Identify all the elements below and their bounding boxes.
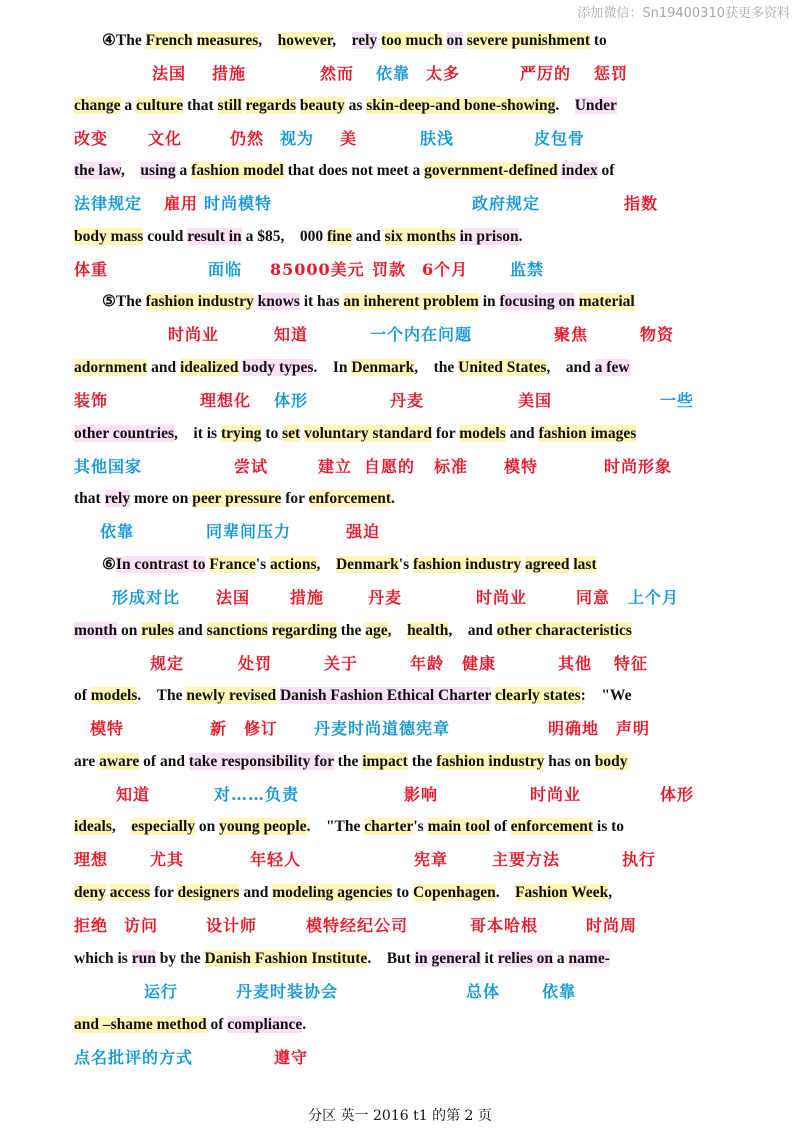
- plain-text: for: [431, 425, 460, 442]
- highlighted-phrase: United States: [458, 359, 547, 376]
- chinese-annotation-line: [74, 650, 724, 678]
- chinese-annotation: 视为: [280, 129, 315, 148]
- chinese-annotation-line: [74, 781, 724, 809]
- chinese-annotation: 皮包骨: [534, 129, 586, 148]
- highlighted-phrase: other countries: [74, 425, 175, 442]
- plain-text: and: [239, 884, 273, 901]
- highlighted-phrase: material: [578, 293, 635, 310]
- highlighted-phrase: compliance: [227, 1016, 303, 1033]
- highlighted-phrase: on: [446, 32, 463, 49]
- english-line: [74, 353, 630, 383]
- highlighted-phrase: an inherent problem: [343, 293, 479, 310]
- plain-text: is to: [593, 818, 625, 835]
- highlighted-phrase: trying: [220, 425, 262, 442]
- chinese-annotation: 同辈间压力: [206, 522, 292, 541]
- plain-text: 's: [413, 818, 428, 835]
- chinese-annotation: 政府规定: [472, 194, 541, 213]
- chinese-annotation: 时尚业: [530, 785, 582, 804]
- chinese-annotation: 标准: [434, 457, 469, 476]
- plain-text: a: [120, 97, 136, 114]
- chinese-annotation: 形成对比: [112, 588, 181, 607]
- chinese-annotation-line: [74, 518, 724, 546]
- chinese-annotation: 聚焦: [554, 325, 589, 344]
- plain-text: of: [490, 818, 511, 835]
- chinese-annotation: 年龄: [410, 654, 445, 673]
- english-line: [102, 287, 635, 317]
- highlighted-phrase: In contrast to: [115, 556, 206, 573]
- highlighted-phrase: and –shame method: [74, 1016, 207, 1033]
- chinese-annotation: 影响: [404, 785, 439, 804]
- chinese-annotation: 罚款: [372, 260, 407, 279]
- chinese-annotation: 执行: [622, 850, 657, 869]
- watermark: 添加微信：Sn19400310获更多资料: [577, 6, 790, 21]
- highlighted-phrase: last: [573, 556, 597, 573]
- highlighted-phrase: measures: [196, 32, 259, 49]
- english-line: [102, 26, 607, 56]
- chinese-annotation: 丹麦: [368, 588, 403, 607]
- chinese-annotation: 模特经纪公司: [306, 916, 409, 935]
- plain-text: , it is: [174, 425, 221, 442]
- chinese-annotation: 访问: [124, 916, 159, 935]
- english-line: [74, 222, 523, 252]
- chinese-annotation: 模特: [90, 719, 125, 738]
- plain-text: and: [147, 359, 180, 376]
- chinese-annotation: 宪章: [414, 850, 449, 869]
- plain-text: and: [351, 228, 385, 245]
- highlighted-phrase: rely: [104, 490, 131, 507]
- chinese-annotation: 对……负责: [214, 785, 300, 804]
- highlighted-phrase: the law: [74, 162, 121, 179]
- plain-text: to: [261, 425, 283, 442]
- highlighted-phrase: actions: [270, 556, 317, 573]
- chinese-annotation-line: [74, 715, 724, 743]
- highlighted-phrase: fashion industry: [436, 753, 545, 770]
- english-line: [74, 944, 610, 974]
- english-line: [102, 550, 597, 580]
- plain-text: a: [553, 950, 569, 967]
- highlighted-phrase: adornment: [74, 359, 148, 376]
- chinese-annotation: 法律规定: [74, 194, 143, 213]
- plain-text: on: [195, 818, 220, 835]
- chinese-annotation: 丹麦时尚道德宪章: [314, 719, 451, 738]
- highlighted-phrase: health: [407, 622, 449, 639]
- plain-text: of: [206, 1016, 228, 1033]
- plain-text: of: [74, 687, 91, 704]
- highlighted-phrase: ideals: [74, 818, 112, 835]
- highlighted-phrase: run: [131, 950, 156, 967]
- plain-text: ,: [258, 32, 278, 49]
- chinese-annotation: 严厉的: [520, 64, 572, 83]
- chinese-annotation: 理想: [74, 850, 109, 869]
- chinese-annotation: 模特: [504, 457, 539, 476]
- plain-text: which is: [74, 950, 132, 967]
- highlighted-phrase: in prison: [459, 228, 519, 245]
- chinese-annotation: 文化: [148, 129, 183, 148]
- plain-text: ,: [120, 162, 141, 179]
- chinese-annotation-line: [74, 978, 724, 1006]
- highlighted-phrase: focusing on: [499, 293, 575, 310]
- chinese-annotation: 美国: [518, 391, 553, 410]
- highlighted-phrase: six months: [384, 228, 456, 245]
- chinese-annotation: 6个月: [422, 260, 469, 279]
- chinese-annotation: 关于: [324, 654, 359, 673]
- chinese-annotation: 时尚形象: [604, 457, 673, 476]
- highlighted-phrase: relies on: [497, 950, 554, 967]
- plain-text: [242, 97, 246, 114]
- highlighted-phrase: impact: [362, 753, 408, 770]
- highlighted-phrase: models: [90, 687, 138, 704]
- english-line: [74, 878, 612, 908]
- chinese-annotation: 雇用: [164, 194, 199, 213]
- plain-text: the: [333, 753, 363, 770]
- highlighted-phrase: charter: [364, 818, 414, 835]
- plain-text: the: [336, 622, 366, 639]
- chinese-annotation: 理想化: [200, 391, 252, 410]
- highlighted-phrase: Danish Fashion Ethical Charter: [279, 687, 492, 704]
- chinese-annotation: 体形: [660, 785, 695, 804]
- chinese-annotation: 改变: [74, 129, 109, 148]
- highlighted-phrase: French: [145, 32, 193, 49]
- chinese-annotation: 肤浅: [420, 129, 455, 148]
- highlighted-phrase: fashion images: [538, 425, 637, 442]
- chinese-annotation-line: [74, 190, 724, 218]
- plain-text: that does not meet a: [283, 162, 425, 179]
- plain-text: .: [391, 490, 395, 507]
- chinese-annotation: 依靠: [542, 982, 577, 1001]
- chinese-annotation: 时尚周: [586, 916, 638, 935]
- highlighted-phrase: knows: [257, 293, 300, 310]
- highlighted-phrase: month: [74, 622, 118, 639]
- plain-text: .: [495, 884, 516, 901]
- page-footer: 分区 英一 2016 t1 的第 2 页: [308, 1108, 492, 1124]
- highlighted-phrase: fashion industry: [413, 556, 522, 573]
- chinese-annotation: 声明: [616, 719, 651, 738]
- chinese-annotation-line: [74, 912, 724, 940]
- highlighted-phrase: set: [282, 425, 301, 442]
- plain-text: .: [555, 97, 575, 114]
- highlighted-phrase: modeling agencies: [272, 884, 393, 901]
- plain-text: ,: [387, 622, 408, 639]
- plain-text: [193, 32, 197, 49]
- chinese-annotation-line: [74, 387, 724, 415]
- chinese-annotation: 知道: [274, 325, 309, 344]
- highlighted-phrase: Denmark: [351, 359, 415, 376]
- plain-text: .: [518, 228, 523, 245]
- chinese-annotation: 措施: [212, 64, 247, 83]
- chinese-annotation: 知道: [116, 785, 151, 804]
- highlighted-phrase: young people: [219, 818, 307, 835]
- plain-text: . "The: [306, 818, 365, 835]
- plain-text: ,: [111, 818, 132, 835]
- chinese-annotation: 太多: [426, 64, 461, 83]
- highlighted-phrase: enforcement: [308, 490, 391, 507]
- plain-text: are: [74, 753, 100, 770]
- chinese-annotation: 其他: [558, 654, 593, 673]
- plain-text: to: [392, 884, 414, 901]
- english-line: [74, 681, 631, 711]
- highlighted-phrase: culture: [136, 97, 184, 114]
- plain-text: , and: [546, 359, 595, 376]
- english-line: [74, 91, 617, 121]
- chinese-annotation: 依靠: [100, 522, 135, 541]
- english-line: [74, 156, 614, 186]
- highlighted-phrase: regarding: [271, 622, 337, 639]
- plain-text: in: [478, 293, 500, 310]
- plain-text: to: [590, 32, 607, 49]
- highlighted-phrase: newly revised: [186, 687, 277, 704]
- plain-text: .: [302, 1016, 307, 1033]
- chinese-annotation: 装饰: [74, 391, 109, 410]
- plain-text: ⑥: [102, 556, 116, 573]
- english-line: [74, 747, 628, 777]
- plain-text: for: [281, 490, 309, 507]
- highlighted-phrase: Fashion Week: [515, 884, 609, 901]
- chinese-annotation: 丹麦: [390, 391, 425, 410]
- highlighted-phrase: rules: [141, 622, 174, 639]
- chinese-annotation: 面临: [208, 260, 243, 279]
- chinese-annotation-line: [74, 321, 724, 349]
- chinese-annotation-line: [74, 584, 724, 612]
- chinese-annotation: 依靠: [376, 64, 411, 83]
- chinese-annotation: 体重: [74, 260, 109, 279]
- plain-text: more on: [130, 490, 193, 507]
- plain-text: 's: [255, 556, 271, 573]
- plain-text: , and: [448, 622, 497, 639]
- chinese-annotation: 丹麦时装协会: [236, 982, 339, 1001]
- chinese-annotation: 点名批评的方式: [74, 1048, 194, 1067]
- chinese-annotation: 尝试: [234, 457, 269, 476]
- plain-text: has on: [544, 753, 595, 770]
- plain-text: ,: [332, 32, 352, 49]
- chinese-annotation: 主要方法: [492, 850, 561, 869]
- plain-text: ,: [608, 884, 613, 901]
- highlighted-phrase: designers: [177, 884, 240, 901]
- chinese-annotation: 尤其: [150, 850, 185, 869]
- plain-text: could: [143, 228, 188, 245]
- plain-text: and: [505, 425, 539, 442]
- chinese-annotation: 物资: [640, 325, 675, 344]
- plain-text: that: [183, 97, 218, 114]
- plain-text: a: [175, 162, 192, 179]
- highlighted-phrase: index: [561, 162, 598, 179]
- highlighted-phrase: still: [217, 97, 242, 114]
- chinese-annotation: 明确地: [548, 719, 600, 738]
- chinese-annotation: 遵守: [274, 1048, 309, 1067]
- highlighted-phrase: body mass: [74, 228, 144, 245]
- highlighted-phrase: name-: [568, 950, 610, 967]
- highlighted-phrase: a few: [594, 359, 630, 376]
- chinese-annotation: 修订: [244, 719, 279, 738]
- highlighted-phrase: sanctions: [206, 622, 268, 639]
- highlighted-phrase: regards: [245, 97, 297, 114]
- plain-text: and: [173, 622, 207, 639]
- chinese-annotation: 时尚业: [476, 588, 528, 607]
- highlighted-phrase: take responsibility for: [188, 753, 334, 770]
- chinese-annotation: 85000美元: [270, 260, 365, 279]
- highlighted-phrase: Denmark: [335, 556, 399, 573]
- plain-text: that: [74, 490, 105, 507]
- chinese-annotation: 总体: [466, 982, 501, 1001]
- chinese-annotation: 惩罚: [594, 64, 629, 83]
- highlighted-phrase: clearly states: [495, 687, 581, 704]
- plain-text: : "We: [580, 687, 632, 704]
- plain-text: 's: [398, 556, 414, 573]
- plain-text: ,: [316, 556, 336, 573]
- highlighted-phrase: models: [459, 425, 506, 442]
- highlighted-phrase: age: [365, 622, 388, 639]
- highlighted-phrase: main tool: [427, 818, 490, 835]
- plain-text: on: [117, 622, 142, 639]
- chinese-annotation: 指数: [624, 194, 659, 213]
- plain-text: . In: [313, 359, 352, 376]
- chinese-annotation: 其他国家: [74, 457, 143, 476]
- chinese-annotation: 时尚模特: [204, 194, 273, 213]
- highlighted-phrase: enforcement: [510, 818, 594, 835]
- highlighted-phrase: Copenhagen: [413, 884, 496, 901]
- chinese-annotation: 强迫: [346, 522, 381, 541]
- highlighted-phrase: fashion model: [191, 162, 284, 179]
- highlighted-phrase: using: [140, 162, 176, 179]
- chinese-annotation: 设计师: [206, 916, 258, 935]
- chinese-annotation: 仍然: [230, 129, 265, 148]
- highlighted-phrase: beauty: [299, 97, 345, 114]
- highlighted-phrase: however: [277, 32, 333, 49]
- plain-text: of and: [139, 753, 189, 770]
- chinese-annotation-line: [74, 1044, 724, 1072]
- plain-text: the: [407, 753, 437, 770]
- chinese-annotation: 措施: [290, 588, 325, 607]
- chinese-annotation-line: [74, 846, 724, 874]
- chinese-annotation: 然而: [320, 64, 355, 83]
- chinese-annotation: 新: [210, 719, 228, 738]
- chinese-annotation: 法国: [216, 588, 251, 607]
- chinese-annotation: 同意: [576, 588, 611, 607]
- highlighted-phrase: fine: [326, 228, 352, 245]
- chinese-annotation: 拒绝: [74, 916, 109, 935]
- chinese-annotation-line: [74, 256, 724, 284]
- chinese-annotation-line: [74, 125, 724, 153]
- chinese-annotation: 上个月: [628, 588, 680, 607]
- english-line: [74, 484, 395, 514]
- plain-text: it: [480, 950, 498, 967]
- chinese-annotation: 一个内在问题: [370, 325, 473, 344]
- chinese-annotation: 美: [340, 129, 358, 148]
- plain-text: it has: [299, 293, 344, 310]
- plain-text: . But: [367, 950, 415, 967]
- plain-text: of: [597, 162, 615, 179]
- chinese-annotation: 一些: [660, 391, 695, 410]
- highlighted-phrase: too much: [381, 32, 443, 49]
- plain-text: for: [150, 884, 178, 901]
- highlighted-phrase: peer pressure: [192, 490, 282, 507]
- highlighted-phrase: body types: [242, 359, 314, 376]
- plain-text: as: [344, 97, 367, 114]
- plain-text: , the: [414, 359, 459, 376]
- chinese-annotation: 建立: [318, 457, 353, 476]
- chinese-annotation-line: [74, 453, 724, 481]
- english-line: [74, 419, 636, 449]
- english-line: [74, 1010, 306, 1040]
- chinese-annotation: 哥本哈根: [470, 916, 539, 935]
- highlighted-phrase: skin-deep-and bone-showing: [366, 97, 556, 114]
- highlighted-phrase: especially: [131, 818, 196, 835]
- chinese-annotation: 特征: [614, 654, 649, 673]
- highlighted-phrase: voluntary standard: [304, 425, 432, 442]
- highlighted-phrase: body: [594, 753, 628, 770]
- chinese-annotation: 时尚业: [168, 325, 220, 344]
- highlighted-phrase: aware: [99, 753, 140, 770]
- highlighted-phrase: other characteristics: [496, 622, 632, 639]
- highlighted-phrase: Under: [574, 97, 617, 114]
- chinese-annotation: 体形: [274, 391, 309, 410]
- highlighted-phrase: access: [109, 884, 151, 901]
- plain-text: ⑤The: [102, 293, 146, 310]
- highlighted-phrase: Danish Fashion Institute: [204, 950, 368, 967]
- highlighted-phrase: agreed: [525, 556, 570, 573]
- highlighted-phrase: result in: [187, 228, 242, 245]
- highlighted-phrase: rely: [351, 32, 378, 49]
- chinese-annotation-line: [74, 60, 724, 88]
- highlighted-phrase: government-defined: [424, 162, 558, 179]
- chinese-annotation: 运行: [144, 982, 179, 1001]
- highlighted-phrase: in general: [414, 950, 481, 967]
- english-line: [74, 616, 632, 646]
- english-line: [74, 812, 624, 842]
- chinese-annotation: 监禁: [510, 260, 545, 279]
- highlighted-phrase: idealized: [179, 359, 239, 376]
- highlighted-phrase: deny: [74, 884, 106, 901]
- chinese-annotation: 年轻人: [250, 850, 302, 869]
- plain-text: . The: [137, 687, 187, 704]
- plain-text: [254, 293, 258, 310]
- chinese-annotation: 自愿的: [364, 457, 416, 476]
- plain-text: a $85, 000: [241, 228, 327, 245]
- chinese-annotation: 健康: [462, 654, 497, 673]
- plain-text: by the: [155, 950, 205, 967]
- highlighted-phrase: France: [209, 556, 256, 573]
- highlighted-phrase: fashion industry: [145, 293, 254, 310]
- plain-text: ④The: [102, 32, 146, 49]
- chinese-annotation: 法国: [152, 64, 187, 83]
- chinese-annotation: 处罚: [238, 654, 273, 673]
- chinese-annotation: 规定: [150, 654, 185, 673]
- highlighted-phrase: severe punishment: [466, 32, 591, 49]
- highlighted-phrase: change: [74, 97, 121, 114]
